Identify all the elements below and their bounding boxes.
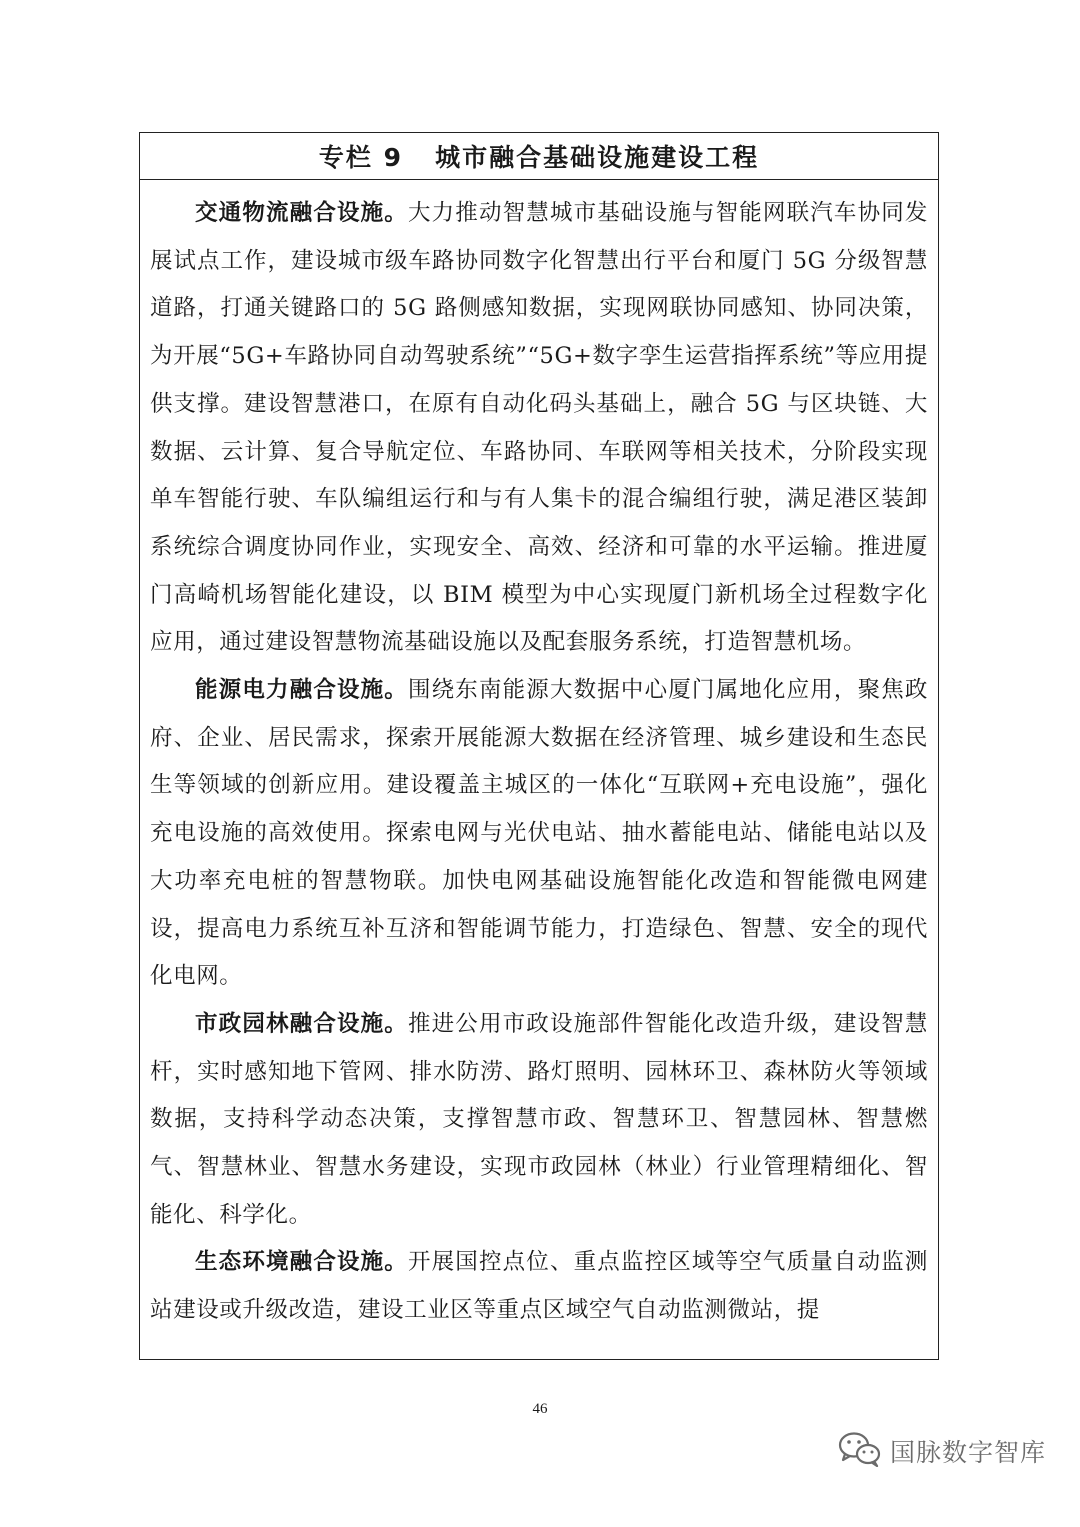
paragraph-text: 大力推动智慧城市基础设施与智能网联汽车协同发展试点工作，建设城市级车路协同数字化智慧出行平台和厦门 5G 分级智慧道路，打通关键路口的 5G 路侧感知数据，实现网联协同感知、协同决策，为开展“5G+车路协同自动驾驶系统”“5G+数字孪生运营指挥系统”等应用提供支撑。建设智慧港口，在原有自动化码头基础上，融合 5G 与区块链、大数据、云计算、复合导航定位、车路协同、车联网等相关技术，分阶段实现单车智能行驶、车队编组运行和与有人集卡的混合编组行驶，满足港区装卸系统综合调度协同作业，实现安全、高效、经济和可靠的水平运输。推进厦门高崎机场智能化建设，以 BIM 模型为中心实现厦门新机场全过程数字化应用，通过建设智慧物流基础设施以及配套服务系统，打造智慧机场。 [150,200,928,656]
paragraph-lead: 交通物流融合设施。 [195,200,408,226]
paragraph-lead: 市政园林融合设施。 [195,1010,408,1037]
paragraph-text: 推进公用市政设施部件智能化改造升级，建设智慧杆，实时感知地下管网、排水防涝、路灯照明、园林环卫、森林防火等领域数据，支持科学动态决策，支撑智慧市政、智慧环卫、智慧园林、智慧燃气、智慧林业、智慧水务建设，实现市政园林（林业）行业管理精细化、智能化、科学化。 [150,1010,928,1228]
paragraph-lead: 能源电力融合设施。 [195,677,408,704]
wechat-icon [838,1431,882,1471]
page-number: 46 [532,1401,548,1417]
watermark [838,1431,1046,1471]
paragraph-text: 围绕东南能源大数据中心厦门属地化应用，聚焦政府、企业、居民需求，探索开展能源大数据在经济管理、城乡建设和生态民生等领域的创新应用。建设覆盖主城区的一体化“互联网+充电设施”，强化充电设施的高效使用。探索电网与光伏电站、抽水蓄能电站、储能电站以及大功率充电桩的智慧物联。加快电网基础设施智能化改造和智能微电网建设，提高电力系统互补互济和智能调节能力，打造绿色、智慧、安全的现代化电网。 [150,677,928,990]
paragraph-municipal [150,1001,928,1240]
paragraph-lead: 生态环境融合设施。 [195,1249,408,1276]
paragraph-energy [150,667,928,1001]
paragraph-ecology [150,1239,928,1334]
panel-body [140,180,938,1335]
column-panel [139,132,939,1360]
paragraph-transport [150,190,928,667]
panel-title: 专栏 9 城市融合基础设施建设工程 [140,133,938,180]
watermark-text: 国脉数字智库 [889,1438,1046,1467]
paragraph-text: 开展国控点位、重点监控区域等空气质量自动监测站建设或升级改造，建设工业区等重点区域空气自动监测微站，提 [150,1249,928,1324]
